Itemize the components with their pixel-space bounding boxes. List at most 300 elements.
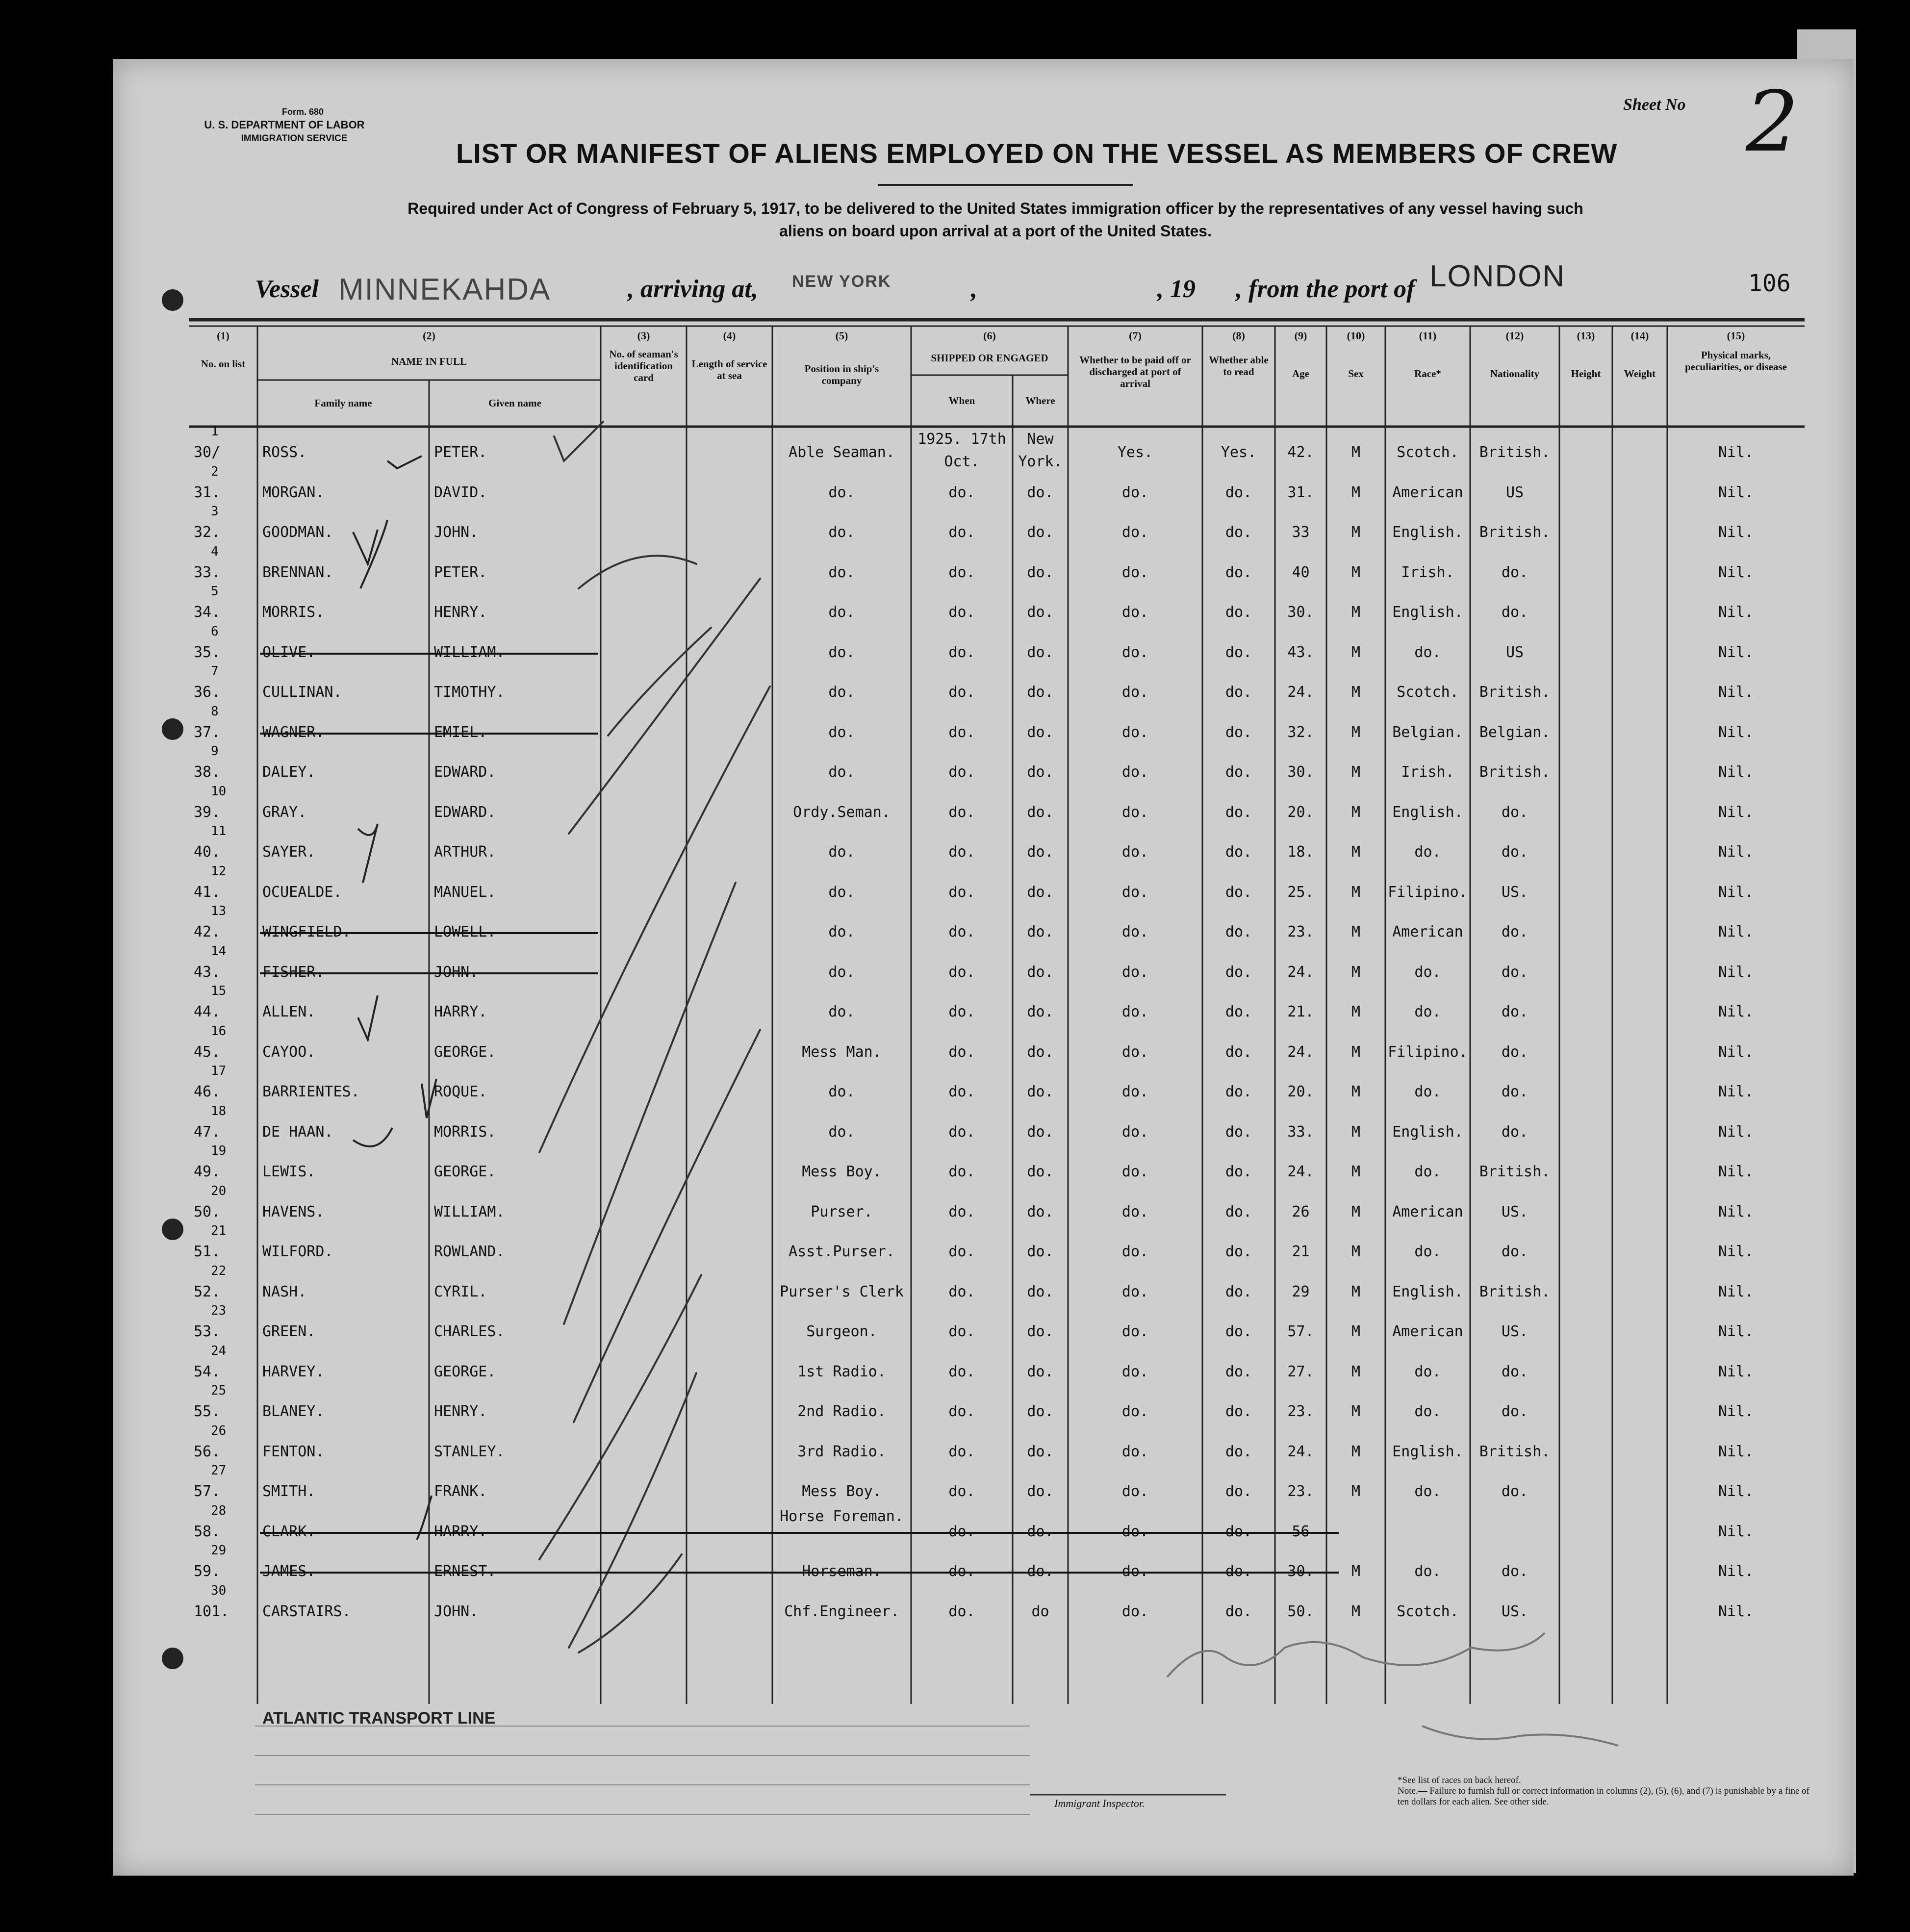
col-2-number: (2) xyxy=(423,330,435,342)
cell-marks: Nil. xyxy=(1718,723,1754,741)
cell-ref: 59. xyxy=(194,1563,221,1580)
cell-race: English. xyxy=(1392,1443,1463,1460)
col-6-label: SHIPPED OR ENGAGED xyxy=(931,352,1048,364)
cell-when: do. xyxy=(948,604,975,621)
cell-position: Mess Boy. xyxy=(802,1483,882,1500)
cell-when: do. xyxy=(948,1203,975,1220)
cell-ref: 57. xyxy=(194,1483,221,1500)
cell-ref: 55. xyxy=(194,1403,221,1420)
cell-family: BARRIENTES. xyxy=(262,1083,360,1100)
cell-where: do. xyxy=(1027,1443,1054,1460)
row-line-number: 28 xyxy=(211,1503,227,1518)
col-11-label: Race* xyxy=(1414,368,1441,380)
cell-family: CULLINAN. xyxy=(262,684,342,701)
cell-position: Purser. xyxy=(811,1203,873,1220)
cell-when: do. xyxy=(948,1443,975,1460)
cell-ref: 31. xyxy=(194,483,221,501)
cell-sex: M xyxy=(1351,1003,1361,1020)
cell-when: do. xyxy=(948,1283,975,1300)
cell-ref: 30/ xyxy=(194,444,221,461)
cell-where: do. xyxy=(1027,1363,1054,1380)
cell-age: 24. xyxy=(1287,1163,1314,1180)
strikethrough-line xyxy=(260,653,598,655)
cell-family: GRAY. xyxy=(262,803,307,821)
cell-age: 31. xyxy=(1287,483,1314,501)
cell-when: do. xyxy=(948,1163,975,1180)
cell-family: SMITH. xyxy=(262,1483,316,1500)
cell-nationality: do. xyxy=(1501,1363,1528,1380)
cell-nationality: US. xyxy=(1501,1602,1528,1620)
cell-when: do. xyxy=(948,524,975,541)
cell-paid: do. xyxy=(1121,604,1149,621)
page-title: LIST OR MANIFEST OF ALIENS EMPLOYED ON THE VESSEL AS MEMBERS OF CREW xyxy=(456,138,1618,169)
cell-where: New York. xyxy=(1018,431,1063,470)
cell-where: do. xyxy=(1027,803,1054,821)
row-line-number: 7 xyxy=(211,664,219,679)
cell-paid: do. xyxy=(1121,1323,1149,1340)
cell-marks: Nil. xyxy=(1718,1602,1754,1620)
cell-marks: Nil. xyxy=(1718,444,1754,461)
cell-marks: Nil. xyxy=(1718,1403,1754,1420)
cell-read: do. xyxy=(1225,684,1252,701)
col-11-number: (11) xyxy=(1419,330,1437,342)
cell-age: 40 xyxy=(1292,563,1310,581)
cell-marks: Nil. xyxy=(1718,1083,1754,1100)
cell-where: do. xyxy=(1027,1003,1054,1020)
cell-marks: Nil. xyxy=(1718,643,1754,661)
cell-given: GEORGE. xyxy=(434,1363,496,1380)
cell-ref: 38. xyxy=(194,763,221,781)
cell-marks: Nil. xyxy=(1718,883,1754,901)
cell-sex: M xyxy=(1351,684,1361,701)
cell-where: do. xyxy=(1027,1083,1054,1100)
cell-ref: 45. xyxy=(194,1043,221,1061)
cell-given: GEORGE. xyxy=(434,1163,496,1180)
cell-read: do. xyxy=(1225,763,1252,781)
row-line-number: 20 xyxy=(211,1183,227,1198)
cell-paid: do. xyxy=(1121,763,1149,781)
cell-read: do. xyxy=(1225,1163,1252,1180)
cell-nationality: do. xyxy=(1501,1123,1528,1141)
cell-family: ALLEN. xyxy=(262,1003,316,1020)
col-10-label: Sex xyxy=(1348,368,1364,380)
strikethrough-line xyxy=(260,1572,1339,1574)
cell-when: do. xyxy=(948,1403,975,1420)
cell-ref: 40. xyxy=(194,843,221,861)
cell-age: 43. xyxy=(1287,643,1314,661)
col-8-number: (8) xyxy=(1232,330,1245,342)
cell-age: 21 xyxy=(1292,1243,1310,1260)
cell-age: 30. xyxy=(1287,763,1314,781)
strikethrough-line xyxy=(260,972,598,974)
row-line-number: 19 xyxy=(211,1144,227,1158)
cell-read: do. xyxy=(1225,1043,1252,1061)
cell-family: LEWIS. xyxy=(262,1163,316,1180)
cell-when: do. xyxy=(948,1083,975,1100)
page-reference: 106 xyxy=(1748,270,1791,297)
cell-given: STANLEY. xyxy=(434,1443,505,1460)
col-4-label: Length of service at sea xyxy=(691,358,767,381)
cell-race: English. xyxy=(1392,524,1463,541)
cell-where: do xyxy=(1031,1602,1049,1620)
cell-when: do. xyxy=(948,684,975,701)
cell-nationality: British. xyxy=(1479,444,1551,461)
cell-paid: do. xyxy=(1121,923,1149,941)
col-15-number: (15) xyxy=(1727,330,1745,342)
cell-race: do. xyxy=(1414,1403,1441,1420)
col-15-label: Physical marks, peculiarities, or disease xyxy=(1685,349,1787,373)
row-line-number: 21 xyxy=(211,1223,227,1238)
cell-age: 50. xyxy=(1287,1602,1314,1620)
row-line-number: 8 xyxy=(211,704,219,719)
cell-read: do. xyxy=(1225,883,1252,901)
col-8-label: Whether able to read xyxy=(1209,354,1269,378)
cell-given: MANUEL. xyxy=(434,883,496,901)
cell-given: CHARLES. xyxy=(434,1323,505,1340)
cell-paid: do. xyxy=(1121,1283,1149,1300)
row-line-number: 22 xyxy=(211,1263,227,1278)
cell-paid: do. xyxy=(1121,1403,1149,1420)
cell-given: WILLIAM. xyxy=(434,1203,505,1220)
row-line-number: 9 xyxy=(211,744,219,759)
cell-sex: M xyxy=(1351,803,1361,821)
cell-family: BLANEY. xyxy=(262,1403,325,1420)
cell-race: American xyxy=(1392,1203,1463,1220)
cell-when: do. xyxy=(948,923,975,941)
cell-family: DE HAAN. xyxy=(262,1123,333,1141)
cell-when: do. xyxy=(948,1043,975,1061)
vessel-label: Vessel xyxy=(255,275,319,303)
row-line-number: 25 xyxy=(211,1383,227,1398)
cell-family: DALEY. xyxy=(262,763,316,781)
cell-sex: M xyxy=(1351,1483,1361,1500)
row-line-number: 10 xyxy=(211,784,227,799)
cell-sex: M xyxy=(1351,1163,1361,1180)
cell-read: do. xyxy=(1225,843,1252,861)
cell-given: FRANK. xyxy=(434,1483,487,1500)
cell-age: 23. xyxy=(1287,1483,1314,1500)
cell-where: do. xyxy=(1027,843,1054,861)
footnote-races: *See list of races on back hereof. xyxy=(1398,1775,1521,1785)
cell-position: Mess Man. xyxy=(802,1043,882,1061)
cell-where: do. xyxy=(1027,643,1054,661)
form-number: Form. 680 xyxy=(282,107,324,117)
cell-given: HARRY. xyxy=(434,1003,487,1020)
cell-sex: M xyxy=(1351,843,1361,861)
cell-race: do. xyxy=(1414,1363,1441,1380)
arriving-port: NEW YORK xyxy=(792,272,891,291)
cell-paid: do. xyxy=(1121,643,1149,661)
cell-where: do. xyxy=(1027,483,1054,501)
cell-age: 33. xyxy=(1287,1123,1314,1141)
cell-nationality: US. xyxy=(1501,883,1528,901)
col-9-label: Age xyxy=(1292,368,1309,380)
cell-family: FENTON. xyxy=(262,1443,325,1460)
cell-paid: do. xyxy=(1121,684,1149,701)
cell-ref: 36. xyxy=(194,684,221,701)
col-13-label: Height xyxy=(1571,368,1601,380)
col-3-number: (3) xyxy=(637,330,650,342)
cell-marks: Nil. xyxy=(1718,483,1754,501)
cell-paid: do. xyxy=(1121,1163,1149,1180)
col-5-number: (5) xyxy=(835,330,848,342)
cell-race: Filipino. xyxy=(1388,1043,1468,1061)
cell-position: Asst.Purser. xyxy=(789,1243,895,1260)
cell-family: CAYOO. xyxy=(262,1043,316,1061)
cell-paid: do. xyxy=(1121,1203,1149,1220)
row-line-number: 24 xyxy=(211,1343,227,1358)
cell-read: do. xyxy=(1225,563,1252,581)
row-line-number: 12 xyxy=(211,864,227,879)
comma-separator: , xyxy=(971,275,977,303)
sheet-number: 2 xyxy=(1746,74,1799,171)
cell-family: OCUEALDE. xyxy=(262,883,342,901)
cell-race: American xyxy=(1392,1323,1463,1340)
cell-age: 18. xyxy=(1287,843,1314,861)
cell-position: do. xyxy=(828,843,855,861)
cell-where: do. xyxy=(1027,684,1054,701)
cell-where: do. xyxy=(1027,763,1054,781)
cell-sex: M xyxy=(1351,1363,1361,1380)
cell-when: do. xyxy=(948,763,975,781)
row-line-number: 3 xyxy=(211,504,219,519)
cell-sex: M xyxy=(1351,963,1361,981)
cell-ref: 56. xyxy=(194,1443,221,1460)
cell-when: do. xyxy=(948,723,975,741)
cell-race: Belgian. xyxy=(1392,723,1463,741)
cell-marks: Nil. xyxy=(1718,524,1754,541)
cell-position: Able Seaman. xyxy=(789,444,895,461)
cell-when: do. xyxy=(948,1483,975,1500)
cell-position: Chf.Engineer. xyxy=(784,1602,899,1620)
cell-marks: Nil. xyxy=(1718,684,1754,701)
cell-marks: Nil. xyxy=(1718,843,1754,861)
cell-when: do. xyxy=(948,803,975,821)
cell-marks: Nil. xyxy=(1718,1523,1754,1540)
cell-given: HENRY. xyxy=(434,604,487,621)
cell-read: Yes. xyxy=(1221,444,1257,461)
cell-ref: 33. xyxy=(194,563,221,581)
cell-sex: M xyxy=(1351,883,1361,901)
sheet-label: Sheet No xyxy=(1623,96,1686,114)
col-10-number: (10) xyxy=(1347,330,1365,342)
from-port: LONDON xyxy=(1429,259,1566,293)
cell-where: do. xyxy=(1027,563,1054,581)
cell-age: 20. xyxy=(1287,803,1314,821)
cell-sex: M xyxy=(1351,1323,1361,1340)
cell-sex: M xyxy=(1351,1243,1361,1260)
cell-where: do. xyxy=(1027,524,1054,541)
cell-age: 24. xyxy=(1287,1443,1314,1460)
cell-race: Irish. xyxy=(1401,563,1454,581)
cell-marks: Nil. xyxy=(1718,1243,1754,1260)
row-line-number: 26 xyxy=(211,1423,227,1438)
cell-family: HARVEY. xyxy=(262,1363,325,1380)
cell-ref: 101. xyxy=(194,1602,229,1620)
strikethrough-line xyxy=(260,1532,1339,1534)
cell-ref: 49. xyxy=(194,1163,221,1180)
cell-position: do. xyxy=(828,1083,855,1100)
row-line-number: 2 xyxy=(211,464,219,479)
row-line-number: 29 xyxy=(211,1543,227,1558)
cell-age: 26 xyxy=(1292,1203,1310,1220)
signature-caption: Immigrant Inspector. xyxy=(1054,1797,1145,1809)
cell-paid: do. xyxy=(1121,483,1149,501)
subtitle-line-2: aliens on board upon arrival at a port of the United States. xyxy=(779,222,1212,240)
cell-nationality: do. xyxy=(1501,843,1528,861)
cell-marks: Nil. xyxy=(1718,923,1754,941)
cell-read: do. xyxy=(1225,1602,1252,1620)
cell-where: do. xyxy=(1027,1283,1054,1300)
cell-race: Scotch. xyxy=(1397,444,1459,461)
col-14-number: (14) xyxy=(1630,330,1649,342)
cell-race: American xyxy=(1392,483,1463,501)
cell-ref: 47. xyxy=(194,1123,221,1141)
cell-ref: 50. xyxy=(194,1203,221,1220)
cell-given: HENRY. xyxy=(434,1403,487,1420)
cell-sex: M xyxy=(1351,763,1361,781)
cell-ref: 43. xyxy=(194,963,221,981)
cell-nationality: do. xyxy=(1501,1563,1528,1580)
cell-marks: Nil. xyxy=(1718,803,1754,821)
cell-sex: M xyxy=(1351,1443,1361,1460)
row-line-number: 30 xyxy=(211,1583,227,1598)
cell-marks: Nil. xyxy=(1718,1483,1754,1500)
cell-race: do. xyxy=(1414,1083,1441,1100)
cell-age: 32. xyxy=(1287,723,1314,741)
cell-paid: do. xyxy=(1121,1123,1149,1141)
cell-where: do. xyxy=(1027,723,1054,741)
cell-given: JOHN. xyxy=(434,1602,479,1620)
cell-age: 23. xyxy=(1287,923,1314,941)
cell-race: Filipino. xyxy=(1388,883,1468,901)
cell-nationality: do. xyxy=(1501,1403,1528,1420)
cell-paid: do. xyxy=(1121,883,1149,901)
cell-marks: Nil. xyxy=(1718,1163,1754,1180)
cell-age: 24. xyxy=(1287,684,1314,701)
cell-sex: M xyxy=(1351,723,1361,741)
cell-nationality: do. xyxy=(1501,1003,1528,1020)
cell-race: do. xyxy=(1414,1483,1441,1500)
footnote-penalty: Note.— Failure to furnish full or correct information in columns (2), (5), (6), and (7) is punishable by a fine of ten dollars for each alien. See other side. xyxy=(1398,1786,1810,1807)
cell-age: 29 xyxy=(1292,1283,1310,1300)
cell-position: Ordy.Seman. xyxy=(793,803,891,821)
cell-marks: Nil. xyxy=(1718,604,1754,621)
cell-where: do. xyxy=(1027,1483,1054,1500)
cell-sex: M xyxy=(1351,604,1361,621)
cell-given: GEORGE. xyxy=(434,1043,496,1061)
col-12-label: Nationality xyxy=(1490,368,1540,380)
cell-nationality: do. xyxy=(1501,604,1528,621)
cell-given: ROQUE. xyxy=(434,1083,487,1100)
col-6-sub-where: Where xyxy=(1025,395,1055,407)
strikethrough-line xyxy=(260,733,598,735)
cell-where: do. xyxy=(1027,604,1054,621)
cell-position: do. xyxy=(828,643,855,661)
cell-race: do. xyxy=(1414,1563,1441,1580)
cell-ref: 53. xyxy=(194,1323,221,1340)
cell-position: do. xyxy=(828,1123,855,1141)
cell-ref: 58. xyxy=(194,1523,221,1540)
year-label: , 19 xyxy=(1157,275,1196,303)
cell-paid: do. xyxy=(1121,563,1149,581)
cell-age: 30. xyxy=(1287,604,1314,621)
line-stamp: ATLANTIC TRANSPORT LINE xyxy=(262,1709,496,1728)
cell-given: PETER. xyxy=(434,563,487,581)
cell-nationality: do. xyxy=(1501,1083,1528,1100)
cell-ref: 42. xyxy=(194,923,221,941)
cell-marks: Nil. xyxy=(1718,563,1754,581)
cell-read: do. xyxy=(1225,923,1252,941)
cell-ref: 37. xyxy=(194,723,221,741)
cell-sex: M xyxy=(1351,1043,1361,1061)
cell-race: do. xyxy=(1414,643,1441,661)
cell-age: 57. xyxy=(1287,1323,1314,1340)
cell-nationality: US. xyxy=(1501,1203,1528,1220)
cell-race: English. xyxy=(1392,803,1463,821)
cell-when: do. xyxy=(948,1323,975,1340)
cell-marks: Nil. xyxy=(1718,1123,1754,1141)
arriving-label: , arriving at, xyxy=(628,275,758,303)
cell-read: do. xyxy=(1225,604,1252,621)
cell-given: PETER. xyxy=(434,444,487,461)
cell-race: English. xyxy=(1392,1123,1463,1141)
cell-read: do. xyxy=(1225,1483,1252,1500)
row-line-number: 5 xyxy=(211,584,219,599)
cell-given: JOHN. xyxy=(434,524,479,541)
row-line-number: 27 xyxy=(211,1463,227,1478)
cell-paid: Yes. xyxy=(1117,444,1153,461)
cell-ref: 39. xyxy=(194,803,221,821)
cell-read: do. xyxy=(1225,483,1252,501)
strikethrough-line xyxy=(260,932,598,934)
cell-where: do. xyxy=(1027,883,1054,901)
cell-read: do. xyxy=(1225,1363,1252,1380)
cell-age: 42. xyxy=(1287,444,1314,461)
cell-sex: M xyxy=(1351,923,1361,941)
cell-ref: 54. xyxy=(194,1363,221,1380)
cell-given: TIMOTHY. xyxy=(434,684,505,701)
col-6-sub-when: When xyxy=(948,395,975,407)
cell-age: 33 xyxy=(1292,524,1310,541)
cell-paid: do. xyxy=(1121,1443,1149,1460)
row-line-number: 13 xyxy=(211,904,227,918)
cell-nationality: US xyxy=(1505,483,1524,501)
cell-read: do. xyxy=(1225,803,1252,821)
cell-position: Horse Foreman. xyxy=(780,1507,904,1525)
cell-given: MORRIS. xyxy=(434,1123,496,1141)
cell-position: 2nd Radio. xyxy=(797,1403,886,1420)
cell-position: Surgeon. xyxy=(806,1323,877,1340)
col-2-sub-given: Given name xyxy=(488,397,541,409)
cell-nationality: do. xyxy=(1501,963,1528,981)
cell-given: EDWARD. xyxy=(434,763,496,781)
cell-read: do. xyxy=(1225,524,1252,541)
cell-when: do. xyxy=(948,643,975,661)
cell-nationality: do. xyxy=(1501,923,1528,941)
cell-given: ARTHUR. xyxy=(434,843,496,861)
col-13-number: (13) xyxy=(1577,330,1595,342)
cell-position: 1st Radio. xyxy=(797,1363,886,1380)
cell-race: do. xyxy=(1414,843,1441,861)
cell-where: do. xyxy=(1027,1043,1054,1061)
cell-position: do. xyxy=(828,1003,855,1020)
cell-age: 24. xyxy=(1287,1043,1314,1061)
col-1-number: (1) xyxy=(217,330,229,342)
from-port-label: , from the port of xyxy=(1236,275,1415,303)
cell-paid: do. xyxy=(1121,723,1149,741)
cell-nationality: British. xyxy=(1479,763,1551,781)
